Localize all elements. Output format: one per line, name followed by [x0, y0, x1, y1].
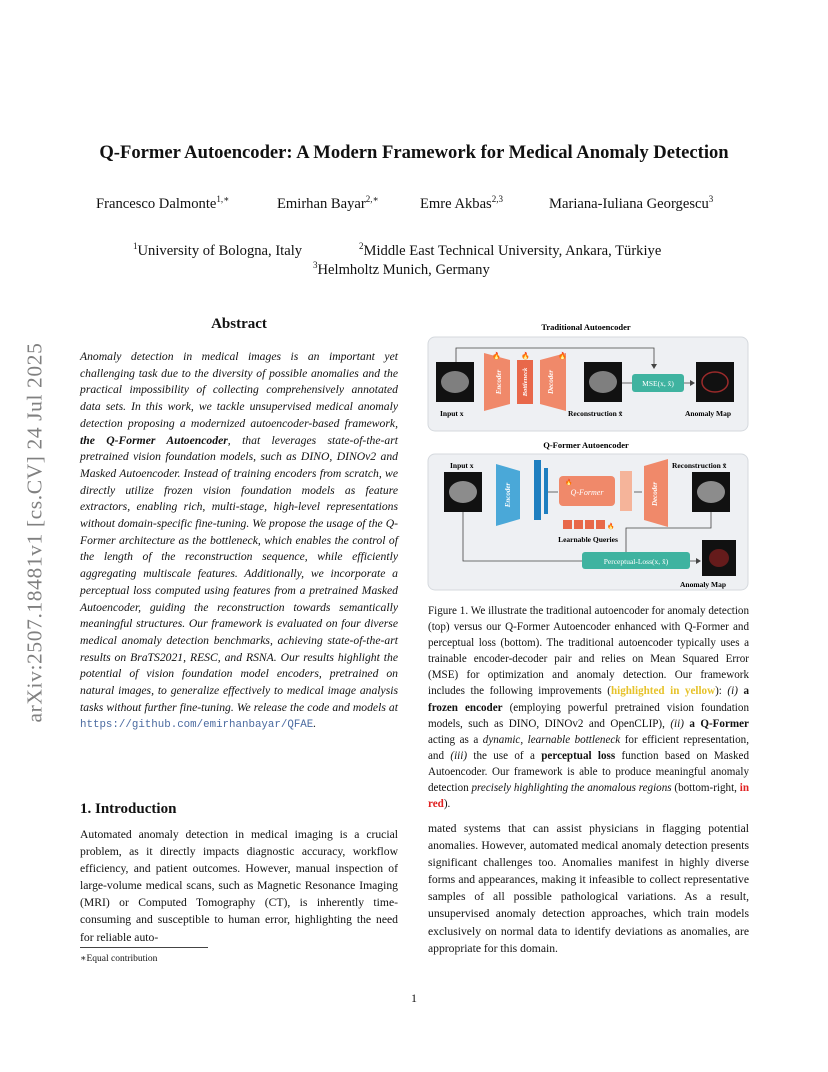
intro-paragraph-continued: mated systems that can assist physicians in flagging potential anomalies. However, automated medical anomaly detection presents significant challenges too. Anomalies manifest in highly diverse forms and appearances, making it infeasible to collect representative samples of all possible pathological variations. As a result, unsupervised anomaly detection approaches, which train models exclusively on normal data to identify deviations as anomalies, are appropriate for this domain. [428, 822, 749, 955]
author-4: Mariana-Iuliana Georgescu$^3$ [549, 194, 714, 212]
author-2: Emirhan Bayar$^{2,∗}$ [277, 194, 379, 212]
input-label-top: Input x [440, 409, 464, 418]
svg-text:Bottleneck: Bottleneck [522, 367, 529, 397]
query-tokens [620, 471, 632, 511]
svg-text:Q-Former: Q-Former [570, 488, 604, 497]
page-number: 1 [411, 991, 417, 1005]
svg-text:Encoder: Encoder [504, 482, 512, 508]
svg-text:Perceptual-Loss(x, x̃): Perceptual-Loss(x, x̃) [603, 557, 669, 566]
fire-icon: 🔥 [565, 480, 573, 486]
fire-icon: 🔥 [558, 352, 567, 360]
fire-icon: 🔥 [492, 352, 501, 360]
svg-text:Decoder: Decoder [547, 369, 555, 395]
affiliation-1: $^1$University of Bologna, Italy [133, 241, 303, 259]
learnable-query [563, 520, 572, 529]
learnable-queries-label: Learnable Queries [558, 535, 618, 544]
traditional-title: Traditional Autoencoder [541, 322, 631, 332]
intro-paragraph: Automated anomaly detection in medical imaging is a crucial problem, as it directly impacts diagnostic accuracy, workflow efficiency, and patient outcomes. However, manual inspection of large-volume medical scans, such as Magnetic Resonance Imaging (MRI) or Computed Tomography (CT), is inherently time-consuming and susceptible to human error, highlighting the need for reliable auto- [80, 828, 398, 944]
reconstruction-label-top: Reconstruction x̃ [568, 409, 623, 418]
paper-title: Q-Former Autoencoder: A Modern Framework for Medical Anomaly Detection [99, 142, 729, 163]
figure-1-diagram [426, 320, 750, 592]
code-link[interactable]: https://github.com/emirhanbayar/QFAE [80, 719, 314, 732]
fire-icon: 🔥 [607, 524, 615, 530]
fire-icon: 🔥 [521, 352, 530, 360]
svg-text:Encoder: Encoder [495, 369, 503, 395]
reconstruction-label-bottom: Reconstruction x̃ [672, 461, 727, 470]
svg-text:MSE(x, x̃): MSE(x, x̃) [642, 379, 674, 388]
feature-tokens [534, 460, 541, 520]
input-label-bottom: Input x [450, 461, 474, 470]
section-heading-introduction: 1. Introduction [80, 801, 177, 817]
anomaly-map-label-top: Anomaly Map [685, 409, 732, 418]
author-3: Emre Akbas$^{2,3}$ [420, 194, 503, 212]
affiliation-2: $^2$Middle East Technical University, Ankara, Türkiye [359, 241, 662, 259]
footnote-rule [80, 947, 208, 948]
author-1: Francesco Dalmonte$^{1,∗}$ [96, 194, 230, 212]
arxiv-identifier: arXiv:2507.18481v1 [cs.CV] 24 Jul 2025 [22, 342, 47, 723]
abstract-text: Anomaly detection in medical images is an important yet challenging task due to the diversity of possible anomalies and the practical impossibility of collecting comprehensively annotated data sets. In this work, we tackle unsupervised medical anomaly detection proposing a modernized autoencoder-based framework, the Q-Former Autoencoder, that leverages state-of-the-art pretrained vision foundation models, such as DINO, DINOv2 and Masked Autoencoder. Instead of training encoders from scratch, we directly utilize frozen vision foundation models as feature extractors, enabling rich, multi-stage, high-level representations without domain-specific fine-tuning. We propose the usage of the Q-Former architecture as the bottleneck, which enables the control of the length of the reconstruction sequence, while efficiently aggregating multiscale features. Additionally, we incorporate a perceptual loss computed using features from a pretrained Masked Autoencoder, guiding the reconstruction towards semantically meaningful structures. Our framework is evaluated on four diverse medical anomaly detection benchmarks, achieving state-of-the-art results on BraTS2021, RESC, and RSNA. Our results highlight the potential of vision foundation model encoders, pretrained on natural images, to generalize effectively to medical image analysis tasks without further fine-tuning. We release the code and models at https://github.com/emirhanbayar/QFAE. [80, 350, 398, 732]
abstract-heading: Abstract [211, 316, 267, 332]
footnote: ∗Equal contribution [80, 954, 158, 964]
anomaly-map-label-bottom: Anomaly Map [680, 580, 727, 589]
figure-caption: Figure 1. We illustrate the traditional autoencoder for anomaly detection (top) versus our Q-Former Autoencoder enhanced with Q-Former and perceptual loss (bottom). The traditional autoencoder typically uses a trainable encoder-decoder pair and relies on Mean Squared Error (MSE) for optimization and anomaly detection. Our framework includes the following improvements (highlighted in yellow): (i) a frozen encoder (employing powerful pretrained vision foundation models, such as DINO, DINOv2 and OpenCLIP), (ii) a Q-Former acting as a dynamic, learnable bottleneck for efficient representation, and (iii) the use of a perceptual loss function based on Masked Autoencoder. Our framework is able to produce meaningful anomaly detection precisely highlighting the anomalous regions (bottom-right, in red). [428, 605, 750, 811]
svg-text:Decoder: Decoder [651, 481, 659, 507]
qformer-title: Q-Former Autoencoder [543, 440, 629, 450]
affiliation-3: $^3$Helmholtz Munich, Germany [313, 260, 490, 278]
